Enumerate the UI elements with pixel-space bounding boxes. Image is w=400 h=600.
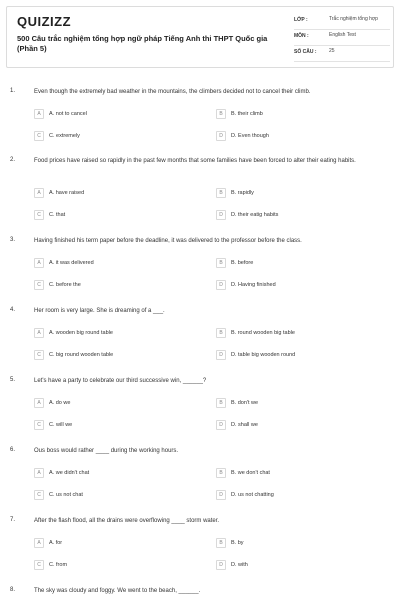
option-text: A. it was delivered xyxy=(49,260,94,266)
option-letter-box: A xyxy=(34,258,44,268)
option-letter-box: C xyxy=(34,210,44,220)
question-text: The sky was cloudy and foggy. We went to the beach, ______. xyxy=(34,588,201,594)
meta-row-subject xyxy=(294,30,390,46)
question-number: 8. xyxy=(10,587,16,593)
meta-key: SỐ CÂU : xyxy=(294,49,317,55)
option-d[interactable] xyxy=(216,419,258,431)
worksheet-title: 500 Câu trắc nghiệm tổng hợp ngữ pháp Tiếng Anh thi THPT Quốc gia (Phần 5) xyxy=(17,34,268,53)
option-a[interactable] xyxy=(34,327,113,339)
option-text: B. we don't chat xyxy=(231,470,270,476)
option-letter-box: D xyxy=(216,210,226,220)
option-text: D. Even though xyxy=(231,133,269,139)
option-text: A. wooden big round table xyxy=(49,330,113,336)
option-letter-box: C xyxy=(34,280,44,290)
option-text: B. before xyxy=(231,260,254,266)
question-text: Ous boss would rather ____ during the working hours. xyxy=(34,448,179,454)
question-text: Food prices have raised so rapidly in the past few months that some families have been forced to alter their eating habits. xyxy=(34,158,356,164)
option-text: D. shall we xyxy=(231,422,258,428)
option-a[interactable] xyxy=(34,467,89,479)
question-number: 7. xyxy=(10,517,16,523)
option-letter-box: D xyxy=(216,350,226,360)
option-d[interactable] xyxy=(216,209,278,221)
option-text: C. from xyxy=(49,562,68,568)
worksheet-meta xyxy=(294,14,390,62)
option-text: D. table big wooden round xyxy=(231,352,296,358)
option-letter-box: A xyxy=(34,398,44,408)
option-text: D. with xyxy=(231,562,248,568)
option-letter-box: B xyxy=(216,398,226,408)
option-text: C. extremely xyxy=(49,133,80,139)
option-text: D. Having finished xyxy=(231,282,276,288)
option-letter-box: A xyxy=(34,468,44,478)
option-c[interactable] xyxy=(34,349,113,361)
option-text: A. have raised xyxy=(49,190,85,196)
worksheet-header xyxy=(6,6,394,68)
option-letter-box: A xyxy=(34,328,44,338)
option-letter-box: B xyxy=(216,258,226,268)
option-a[interactable] xyxy=(34,108,87,120)
option-text: D. us not chatting xyxy=(231,492,274,498)
meta-row-count xyxy=(294,46,390,62)
question-text: Having finished his term paper before the deadline, it was delivered to the professor before the class. xyxy=(34,238,302,244)
option-text: B. round wooden big table xyxy=(231,330,295,336)
option-text: A. we didn't chat xyxy=(49,470,90,476)
option-text: B. by xyxy=(231,540,244,546)
option-b[interactable] xyxy=(216,187,254,199)
question-number: 5. xyxy=(10,377,16,383)
option-text: B. rapidly xyxy=(231,190,254,196)
option-text: A. not to cancel xyxy=(49,111,87,117)
meta-row-class xyxy=(294,14,390,30)
option-letter-box: B xyxy=(216,468,226,478)
option-letter-box: C xyxy=(34,131,44,141)
option-letter-box: D xyxy=(216,560,226,570)
option-d[interactable] xyxy=(216,489,274,501)
option-a[interactable] xyxy=(34,397,70,409)
option-b[interactable] xyxy=(216,257,253,269)
question-text: Even though the extremely bad weather in the mountains, the climbers decided not to cancel their climb. xyxy=(34,89,311,95)
option-b[interactable] xyxy=(216,108,263,120)
question-number: 2. xyxy=(10,157,16,163)
option-letter-box: C xyxy=(34,490,44,500)
option-text: C. us not chat xyxy=(49,492,83,498)
option-d[interactable] xyxy=(216,559,248,571)
option-c[interactable] xyxy=(34,559,67,571)
option-letter-box: D xyxy=(216,280,226,290)
option-b[interactable] xyxy=(216,397,258,409)
option-text: C. that xyxy=(49,212,66,218)
option-d[interactable] xyxy=(216,349,295,361)
meta-key: MÔN : xyxy=(294,33,309,39)
question-number: 3. xyxy=(10,237,16,243)
option-text: C. big round wooden table xyxy=(49,352,114,358)
option-a[interactable] xyxy=(34,257,94,269)
option-letter-box: D xyxy=(216,131,226,141)
option-text: C. will we xyxy=(49,422,73,428)
option-b[interactable] xyxy=(216,537,244,549)
option-text: C. before the xyxy=(49,282,81,288)
option-b[interactable] xyxy=(216,467,270,479)
option-c[interactable] xyxy=(34,489,83,501)
option-text: D. their eatig habits xyxy=(231,212,279,218)
option-letter-box: A xyxy=(34,109,44,119)
option-letter-box: B xyxy=(216,538,226,548)
option-c[interactable] xyxy=(34,209,65,221)
question-number: 6. xyxy=(10,447,16,453)
option-letter-box: A xyxy=(34,188,44,198)
option-b[interactable] xyxy=(216,327,295,339)
option-c[interactable] xyxy=(34,130,80,142)
option-text: B. their climb xyxy=(231,111,263,117)
question-text: Her room is very large. She is dreaming of a ___. xyxy=(34,308,165,314)
option-text: B. don't we xyxy=(231,400,259,406)
meta-value: Trắc nghiệm tổng hợp xyxy=(329,16,378,22)
question-text: Let's have a party to celebrate our third successive win, ______? xyxy=(34,378,207,384)
quizizz-logo: QUIZIZZ xyxy=(17,14,72,29)
meta-key: LỚP : xyxy=(294,17,308,23)
option-letter-box: C xyxy=(34,420,44,430)
option-text: A. do we xyxy=(49,400,71,406)
option-letter-box: D xyxy=(216,420,226,430)
option-d[interactable] xyxy=(216,130,269,142)
meta-value: 25 xyxy=(329,48,335,54)
option-text: A. for xyxy=(49,540,63,546)
question-text: After the flash flood, all the drains were overflowing ____ storm water. xyxy=(34,518,220,524)
option-letter-box: D xyxy=(216,490,226,500)
option-letter-box: C xyxy=(34,560,44,570)
option-c[interactable] xyxy=(34,419,72,431)
option-letter-box: C xyxy=(34,350,44,360)
option-a[interactable] xyxy=(34,187,84,199)
option-c[interactable] xyxy=(34,279,81,291)
option-letter-box: B xyxy=(216,328,226,338)
option-letter-box: A xyxy=(34,538,44,548)
option-a[interactable] xyxy=(34,537,62,549)
option-letter-box: B xyxy=(216,109,226,119)
meta-value: English Test xyxy=(329,32,356,38)
option-letter-box: B xyxy=(216,188,226,198)
option-d[interactable] xyxy=(216,279,276,291)
question-number: 4. xyxy=(10,307,16,313)
question-number: 1. xyxy=(10,88,16,94)
